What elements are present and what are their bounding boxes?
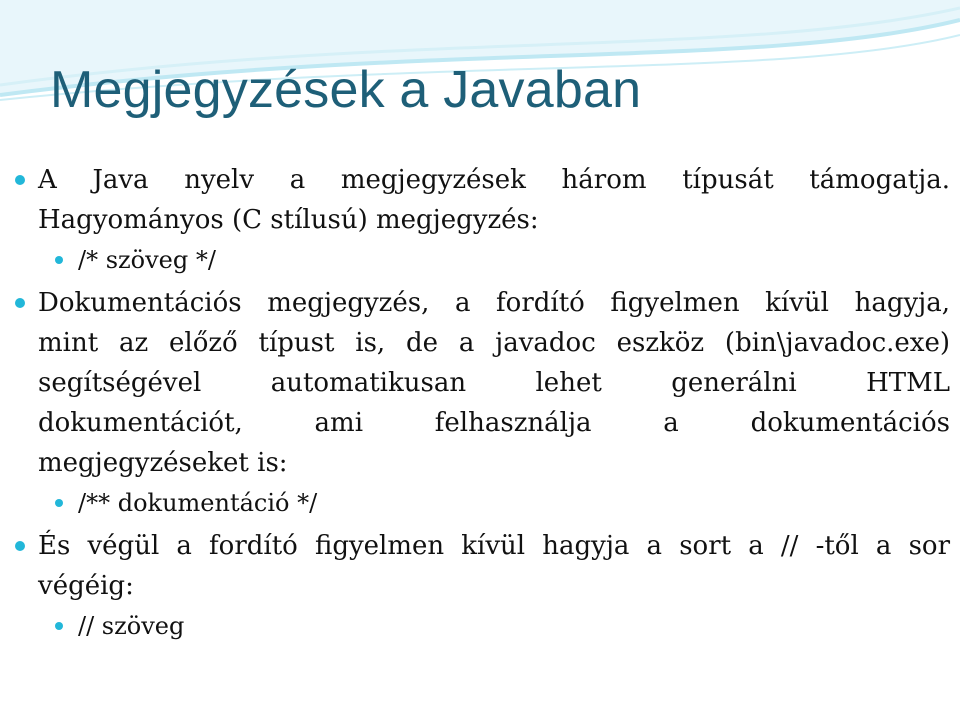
text-line: Hagyományos (C stílusú) megjegyzés:: [38, 205, 539, 235]
code-example: /** dokumentáció */: [78, 489, 318, 517]
bullet-documentation-comment: [10, 283, 950, 483]
text-line: A Java nyelv a megjegyzések három típusát támogatja.: [38, 165, 950, 195]
text-line: dokumentációt, ami felhasználja a dokumentációs: [38, 408, 950, 438]
text-line: És végül a fordító figyelmen kívül hagyja a sort a // -től a sor: [38, 531, 950, 561]
bullet-dot-icon: [15, 541, 25, 551]
sub-bullet-line-syntax: [10, 606, 950, 646]
slide-title: Megjegyzések a Javaban: [50, 61, 642, 119]
bullet-line-comment: [10, 526, 950, 606]
bullet-dot-icon: [15, 298, 25, 308]
bullet-comment-types: [10, 160, 950, 240]
slide-content: [10, 160, 950, 646]
text-line: mint az előző típust is, de a javadoc eszköz (bin\javadoc.exe): [38, 328, 950, 358]
sub-bullet-dot-icon: [55, 622, 63, 630]
sub-bullet-documentation-syntax: [10, 483, 950, 523]
bullet-dot-icon: [15, 175, 25, 185]
text-line: segítségével automatikusan lehet generálni HTML: [38, 368, 950, 398]
code-example: /* szöveg */: [78, 246, 216, 274]
code-example: // szöveg: [78, 612, 185, 640]
text-line: végéig:: [38, 571, 134, 601]
text-line: megjegyzéseket is:: [38, 448, 288, 478]
sub-bullet-dot-icon: [55, 499, 63, 507]
text-line: Dokumentációs megjegyzés, a fordító figyelmen kívül hagyja,: [38, 288, 950, 318]
sub-bullet-traditional-syntax: [10, 240, 950, 280]
sub-bullet-dot-icon: [55, 256, 63, 264]
